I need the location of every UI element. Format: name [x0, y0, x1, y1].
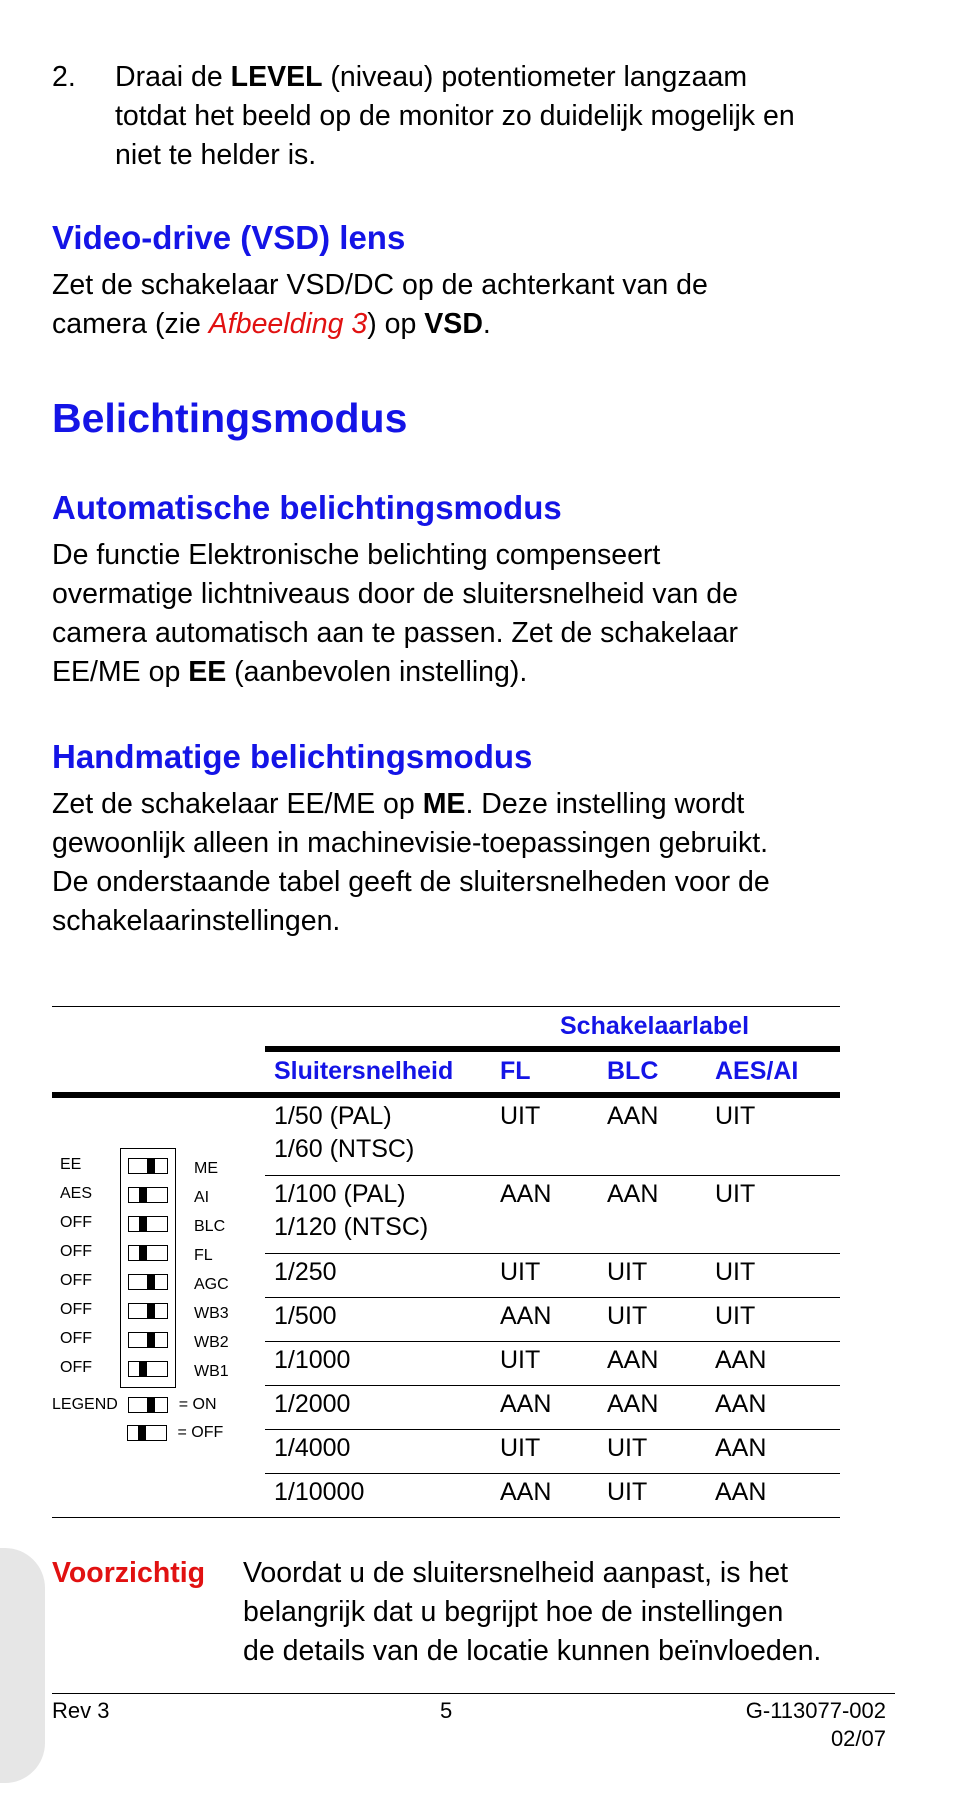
manual-line3: De onderstaande tabel geeft de sluitersnelheden voor de [52, 866, 770, 898]
cell-blc: AAN [607, 1346, 659, 1374]
legend-on-icon [128, 1397, 168, 1413]
cell-speed [274, 1100, 414, 1166]
step-number: 2. [52, 61, 76, 93]
cell-aes: UIT [715, 1180, 756, 1208]
step2-text [115, 58, 915, 175]
cell-speed [274, 1388, 350, 1421]
auto-line3: camera automatisch aan te passen. Zet de schakelaar [52, 617, 738, 649]
dip-switch-ai [128, 1187, 168, 1203]
speed-line1: 1/250 [274, 1258, 337, 1286]
cell-aes: UIT [715, 1302, 756, 1330]
group-rule [265, 1046, 840, 1052]
cell-aes: UIT [715, 1102, 756, 1130]
manual-line1-pre: Zet de schakelaar EE/ME op [52, 788, 423, 820]
dip-left-label: AES [60, 1185, 93, 1202]
cell-blc: UIT [607, 1434, 648, 1462]
caution-line1: Voordat u de sluitersnelheid aanpast, is het [243, 1557, 789, 1589]
ee-bold: EE [188, 656, 227, 688]
cell-aes: AAN [715, 1346, 767, 1374]
cell-aes: AAN [715, 1434, 767, 1462]
cell-fl: UIT [500, 1346, 541, 1374]
cell-aes: UIT [715, 1258, 756, 1286]
auto-paragraph [52, 536, 932, 692]
table-top-rule [52, 1006, 840, 1007]
dip-switch-fl [128, 1245, 168, 1261]
cell-fl: UIT [500, 1434, 541, 1462]
step2-line2: totdat het beeld op de monitor zo duidelijk mogelijk en [115, 100, 795, 132]
cell-blc: AAN [607, 1390, 659, 1418]
row-rule [52, 1517, 840, 1518]
dip-switch-me [128, 1158, 168, 1174]
dip-switch-agc [128, 1274, 168, 1290]
speed-line1: 1/2000 [274, 1390, 351, 1418]
speed-line1: 1/50 (PAL) [274, 1102, 392, 1130]
cell-fl: UIT [500, 1258, 541, 1286]
cell-speed [274, 1432, 350, 1465]
cell-blc: AAN [607, 1102, 659, 1130]
cell-blc: UIT [607, 1302, 648, 1330]
dip-left-label: OFF [60, 1243, 92, 1260]
cell-speed [274, 1344, 350, 1377]
dip-switch-diagram [52, 1144, 252, 1444]
legend-off-text: = OFF [177, 1424, 224, 1441]
table-row [0, 1474, 954, 1518]
step2-text-pre: Draai de [115, 61, 231, 93]
dip-right-label: BLC [194, 1218, 226, 1235]
footer-rule [52, 1693, 895, 1694]
dip-left-label: OFF [60, 1330, 92, 1347]
dip-right-label: WB3 [194, 1305, 229, 1322]
speed-line1: 1/4000 [274, 1434, 351, 1462]
me-bold: ME [422, 788, 466, 820]
vsd-bold: VSD [424, 308, 483, 340]
step2-line3: niet te helder is. [115, 139, 317, 171]
figure-reference-link[interactable]: Afbeelding 3 [208, 308, 368, 340]
speed-line1: 1/1000 [274, 1346, 351, 1374]
level-label: LEVEL [230, 61, 323, 93]
dip-switch-wb1 [128, 1361, 168, 1377]
header-blc: BLC [607, 1057, 659, 1085]
speed-line1: 1/500 [274, 1302, 337, 1330]
dip-left-label: EE [60, 1156, 82, 1173]
cell-aes: AAN [715, 1390, 767, 1418]
auto-heading: Automatische belichtingsmodus [52, 489, 562, 526]
dip-right-label: ME [194, 1160, 218, 1177]
dip-left-label: OFF [60, 1214, 92, 1231]
group-header: Schakelaarlabel [560, 1012, 750, 1040]
cell-speed [274, 1300, 337, 1333]
dip-right-label: AI [194, 1189, 210, 1206]
page-tab [0, 1548, 45, 1783]
auto-line2: overmatige lichtniveaus door de sluitersnelheid van de [52, 578, 738, 610]
auto-line1: De functie Elektronische belichting compenseert [52, 539, 661, 571]
caution-line2: belangrijk dat u begrijpt hoe de instellingen [243, 1596, 784, 1628]
manual-heading: Handmatige belichtingsmodus [52, 738, 533, 775]
header-fl: FL [500, 1057, 531, 1085]
speed-line2: 1/60 (NTSC) [274, 1135, 415, 1163]
vsd-line1: Zet de schakelaar VSD/DC op de achterkant van de [52, 269, 708, 301]
vsd-line2-mid: ) op [367, 308, 425, 340]
manual-line4: schakelaarinstellingen. [52, 905, 341, 937]
footer-date: 02/07 [830, 1726, 886, 1751]
legend-off-row [127, 1424, 223, 1442]
caution-text [243, 1554, 943, 1671]
dip-left-label: OFF [60, 1301, 92, 1318]
dip-left-label: OFF [60, 1272, 92, 1289]
header-speed: Sluitersnelheid [274, 1057, 454, 1085]
vsd-heading: Video-drive (VSD) lens [52, 219, 406, 256]
manual-line2: gewoonlijk alleen in machinevisie-toepassingen gebruikt. [52, 827, 769, 859]
dip-left-label: OFF [60, 1359, 92, 1376]
section-title: Belichtingsmodus [52, 395, 408, 441]
footer-doc-number: G-113077-002 [745, 1698, 886, 1723]
legend-on-text: = ON [178, 1396, 217, 1413]
caution-line3: de details van de locatie kunnen beïnvloeden. [243, 1635, 822, 1667]
cell-aes: AAN [715, 1478, 767, 1506]
cell-speed [274, 1256, 337, 1289]
cell-blc: UIT [607, 1258, 648, 1286]
speed-line2: 1/120 (NTSC) [274, 1213, 429, 1241]
dip-right-label: WB2 [194, 1334, 229, 1351]
dip-right-label: WB1 [194, 1363, 229, 1380]
cell-blc: AAN [607, 1180, 659, 1208]
footer-rev: Rev 3 [52, 1698, 110, 1723]
footer-page-number: 5 [440, 1698, 453, 1723]
auto-line4-post: (aanbevolen instelling). [226, 656, 528, 688]
dip-switch-wb2 [128, 1332, 168, 1348]
vsd-paragraph [52, 266, 912, 344]
cell-fl: AAN [500, 1180, 552, 1208]
vsd-line2-end: . [482, 308, 491, 340]
header-aes-ai: AES/AI [715, 1057, 799, 1085]
caution-label: Voorzichtig [52, 1557, 206, 1589]
legend-off-icon [127, 1425, 167, 1441]
auto-line4-pre: EE/ME op [52, 656, 189, 688]
dip-switch-body [120, 1148, 176, 1388]
dip-switch-wb3 [128, 1303, 168, 1319]
dip-switch-blc [128, 1216, 168, 1232]
cell-fl: AAN [500, 1302, 552, 1330]
cell-fl: AAN [500, 1390, 552, 1418]
cell-speed [274, 1178, 428, 1244]
legend-label: LEGEND [52, 1396, 118, 1413]
cell-speed [274, 1476, 364, 1509]
cell-fl: AAN [500, 1478, 552, 1506]
cell-fl: UIT [500, 1102, 541, 1130]
manual-line1-post: . Deze instelling wordt [465, 788, 745, 820]
dip-right-label: AGC [194, 1276, 229, 1293]
manual-paragraph [52, 785, 932, 941]
speed-line1: 1/100 (PAL) [274, 1180, 406, 1208]
dip-right-label: FL [194, 1247, 213, 1264]
speed-line1: 1/10000 [274, 1478, 365, 1506]
cell-blc: UIT [607, 1478, 648, 1506]
vsd-line2-pre: camera (zie [52, 308, 209, 340]
legend-on-row [52, 1396, 217, 1414]
step2-text-post: (niveau) potentiometer langzaam [322, 61, 748, 93]
